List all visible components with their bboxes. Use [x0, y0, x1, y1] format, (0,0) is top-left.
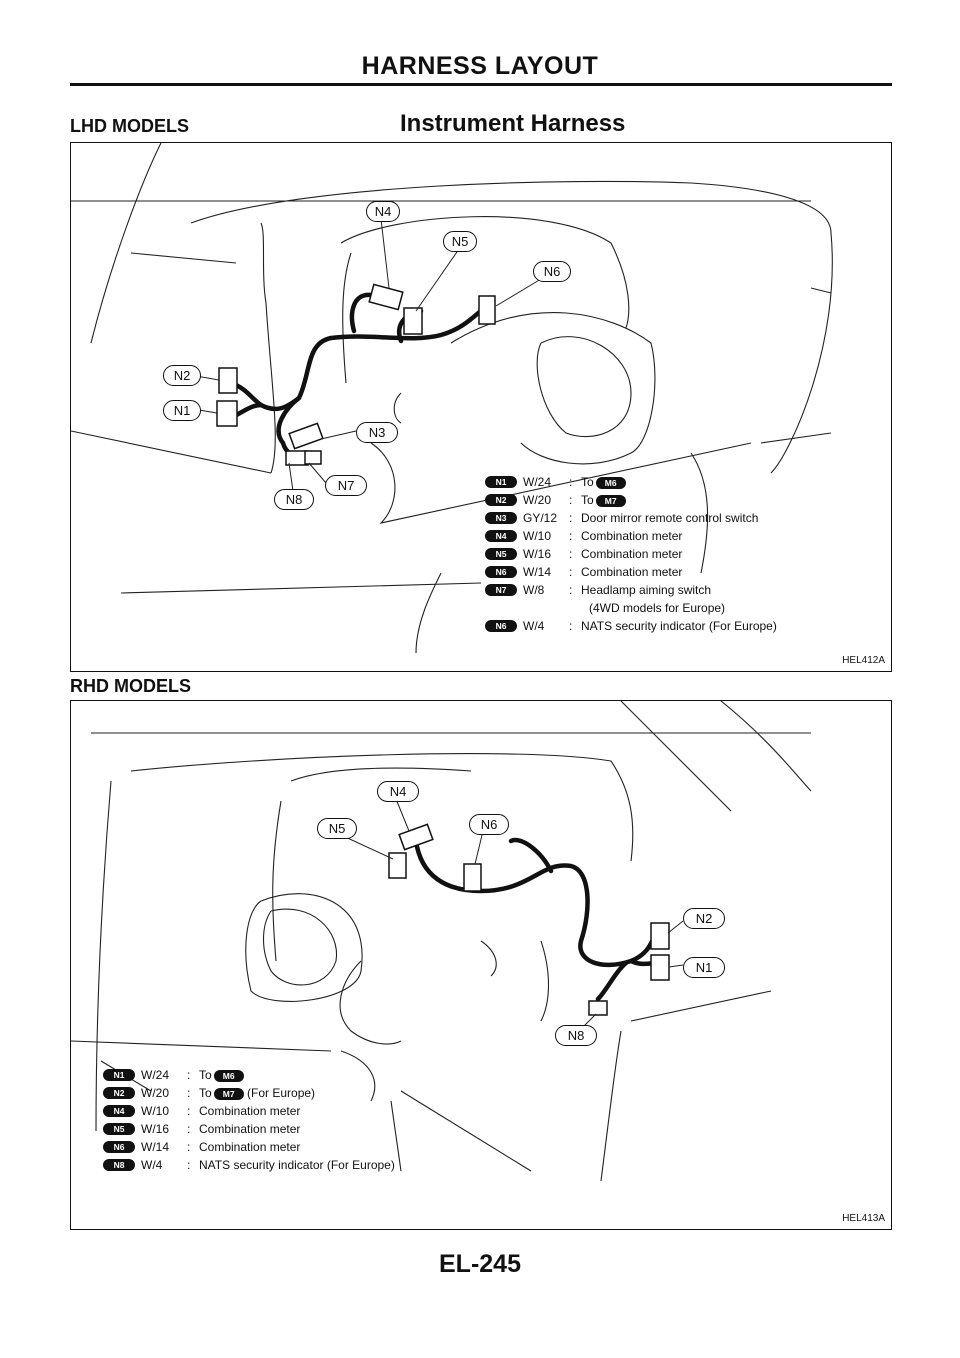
- wire-spec: W/24: [141, 1068, 170, 1082]
- reference-pill: M7: [596, 495, 626, 507]
- legend-row: [485, 545, 885, 563]
- separator: :: [187, 1122, 191, 1136]
- wire-spec: W/16: [141, 1122, 170, 1136]
- rhd-callout-n2: N2: [683, 908, 725, 929]
- wire-spec: W/20: [141, 1086, 170, 1100]
- connector-pill: N2: [103, 1087, 135, 1099]
- legend-desc: NATS security indicator (For Europe): [199, 1158, 395, 1172]
- legend-suffix: (For Europe): [247, 1086, 316, 1100]
- header-rule: [70, 83, 892, 86]
- legend-desc: Combination meter: [199, 1104, 301, 1118]
- connector-pill: N4: [103, 1105, 135, 1117]
- legend-row: [103, 1084, 503, 1102]
- lhd-callout-n7: N7: [325, 475, 367, 496]
- legend-desc: Headlamp aiming switch: [581, 583, 712, 597]
- lhd-legend: [485, 473, 885, 635]
- figure-code: HEL413A: [842, 1213, 885, 1224]
- separator: :: [569, 619, 573, 633]
- separator: :: [187, 1104, 191, 1118]
- lhd-callout-n4: N4: [366, 201, 400, 222]
- lhd-heading: LHD MODELS: [70, 116, 189, 136]
- legend-row: [485, 563, 885, 581]
- page-number: EL-245: [439, 1250, 521, 1278]
- legend-desc: NATS security indicator (For Europe): [581, 619, 777, 633]
- rhd-legend: [103, 1066, 503, 1174]
- rhd-callout-n1: N1: [683, 957, 725, 978]
- wire-spec: W/10: [523, 529, 552, 543]
- rhd-heading: RHD MODELS: [70, 676, 191, 696]
- lhd-callout-n3: N3: [356, 422, 398, 443]
- legend-desc: To: [581, 493, 594, 507]
- lhd-callout-n5: N5: [443, 231, 477, 252]
- connector-pill: N2: [485, 494, 517, 506]
- legend-row: [485, 509, 885, 527]
- reference-pill: M6: [214, 1070, 244, 1082]
- lhd-figure: [70, 142, 892, 672]
- document-title: Instrument Harness: [400, 110, 626, 137]
- legend-desc: To: [199, 1068, 212, 1082]
- legend-row: [103, 1138, 503, 1156]
- separator: :: [569, 583, 573, 597]
- wire-spec: W/14: [523, 565, 552, 579]
- separator: :: [569, 565, 573, 579]
- wire-spec: W/20: [523, 493, 552, 507]
- wire-spec: W/10: [141, 1104, 170, 1118]
- separator: :: [569, 475, 573, 489]
- lhd-callout-n8: N8: [274, 489, 314, 510]
- legend-desc: Combination meter: [581, 529, 683, 543]
- separator: :: [569, 493, 573, 507]
- connector-pill: N1: [485, 476, 517, 488]
- connector-pill: N5: [485, 548, 517, 560]
- rhd-callout-n8: N8: [555, 1025, 597, 1046]
- connector-pill: N6: [485, 620, 517, 632]
- connector-pill: N8: [103, 1159, 135, 1171]
- lhd-callout-n6: N6: [533, 261, 571, 282]
- legend-row: [485, 599, 885, 617]
- legend-row: [103, 1102, 503, 1120]
- legend-row: [103, 1066, 503, 1084]
- legend-desc: Combination meter: [581, 565, 683, 579]
- legend-desc: To: [581, 475, 594, 489]
- connector-pill: N1: [103, 1069, 135, 1081]
- wire-spec: W/14: [141, 1140, 170, 1154]
- legend-row: [103, 1120, 503, 1138]
- legend-row: [485, 473, 885, 491]
- legend-desc: Combination meter: [199, 1122, 301, 1136]
- connector-pill: N6: [485, 566, 517, 578]
- wire-spec: W/8: [523, 583, 545, 597]
- separator: :: [187, 1158, 191, 1172]
- separator: :: [187, 1068, 191, 1082]
- legend-desc: Door mirror remote control switch: [581, 511, 759, 525]
- connector-pill: N6: [103, 1141, 135, 1153]
- connector-pill: N5: [103, 1123, 135, 1135]
- separator: :: [569, 547, 573, 561]
- separator: :: [187, 1086, 191, 1100]
- figure-code: HEL412A: [842, 655, 885, 666]
- lhd-callout-n1: N1: [163, 400, 201, 421]
- rhd-callout-n4: N4: [377, 781, 419, 802]
- rhd-figure: [70, 700, 892, 1230]
- legend-row: [485, 617, 885, 635]
- reference-pill: M7: [214, 1088, 244, 1100]
- legend-row: [485, 527, 885, 545]
- rhd-callout-n6: N6: [469, 814, 509, 835]
- page-header: HARNESS LAYOUT: [361, 52, 599, 80]
- connector-pill: N3: [485, 512, 517, 524]
- legend-note: (4WD models for Europe): [589, 601, 726, 615]
- wire-spec: W/24: [523, 475, 552, 489]
- lhd-callout-n2: N2: [163, 365, 201, 386]
- wire-spec: W/4: [141, 1158, 163, 1172]
- legend-desc: Combination meter: [581, 547, 683, 561]
- separator: :: [187, 1140, 191, 1154]
- legend-row: [485, 581, 885, 599]
- legend-row: [103, 1156, 503, 1174]
- legend-row: [485, 491, 885, 509]
- legend-desc: To: [199, 1086, 212, 1100]
- reference-pill: M6: [596, 477, 626, 489]
- rhd-callout-n5: N5: [317, 818, 357, 839]
- legend-desc: Combination meter: [199, 1140, 301, 1154]
- wire-spec: GY/12: [523, 511, 558, 525]
- wire-spec: W/16: [523, 547, 552, 561]
- separator: :: [569, 529, 573, 543]
- connector-pill: N4: [485, 530, 517, 542]
- connector-pill: N7: [485, 584, 517, 596]
- wire-spec: W/4: [523, 619, 545, 633]
- separator: :: [569, 511, 573, 525]
